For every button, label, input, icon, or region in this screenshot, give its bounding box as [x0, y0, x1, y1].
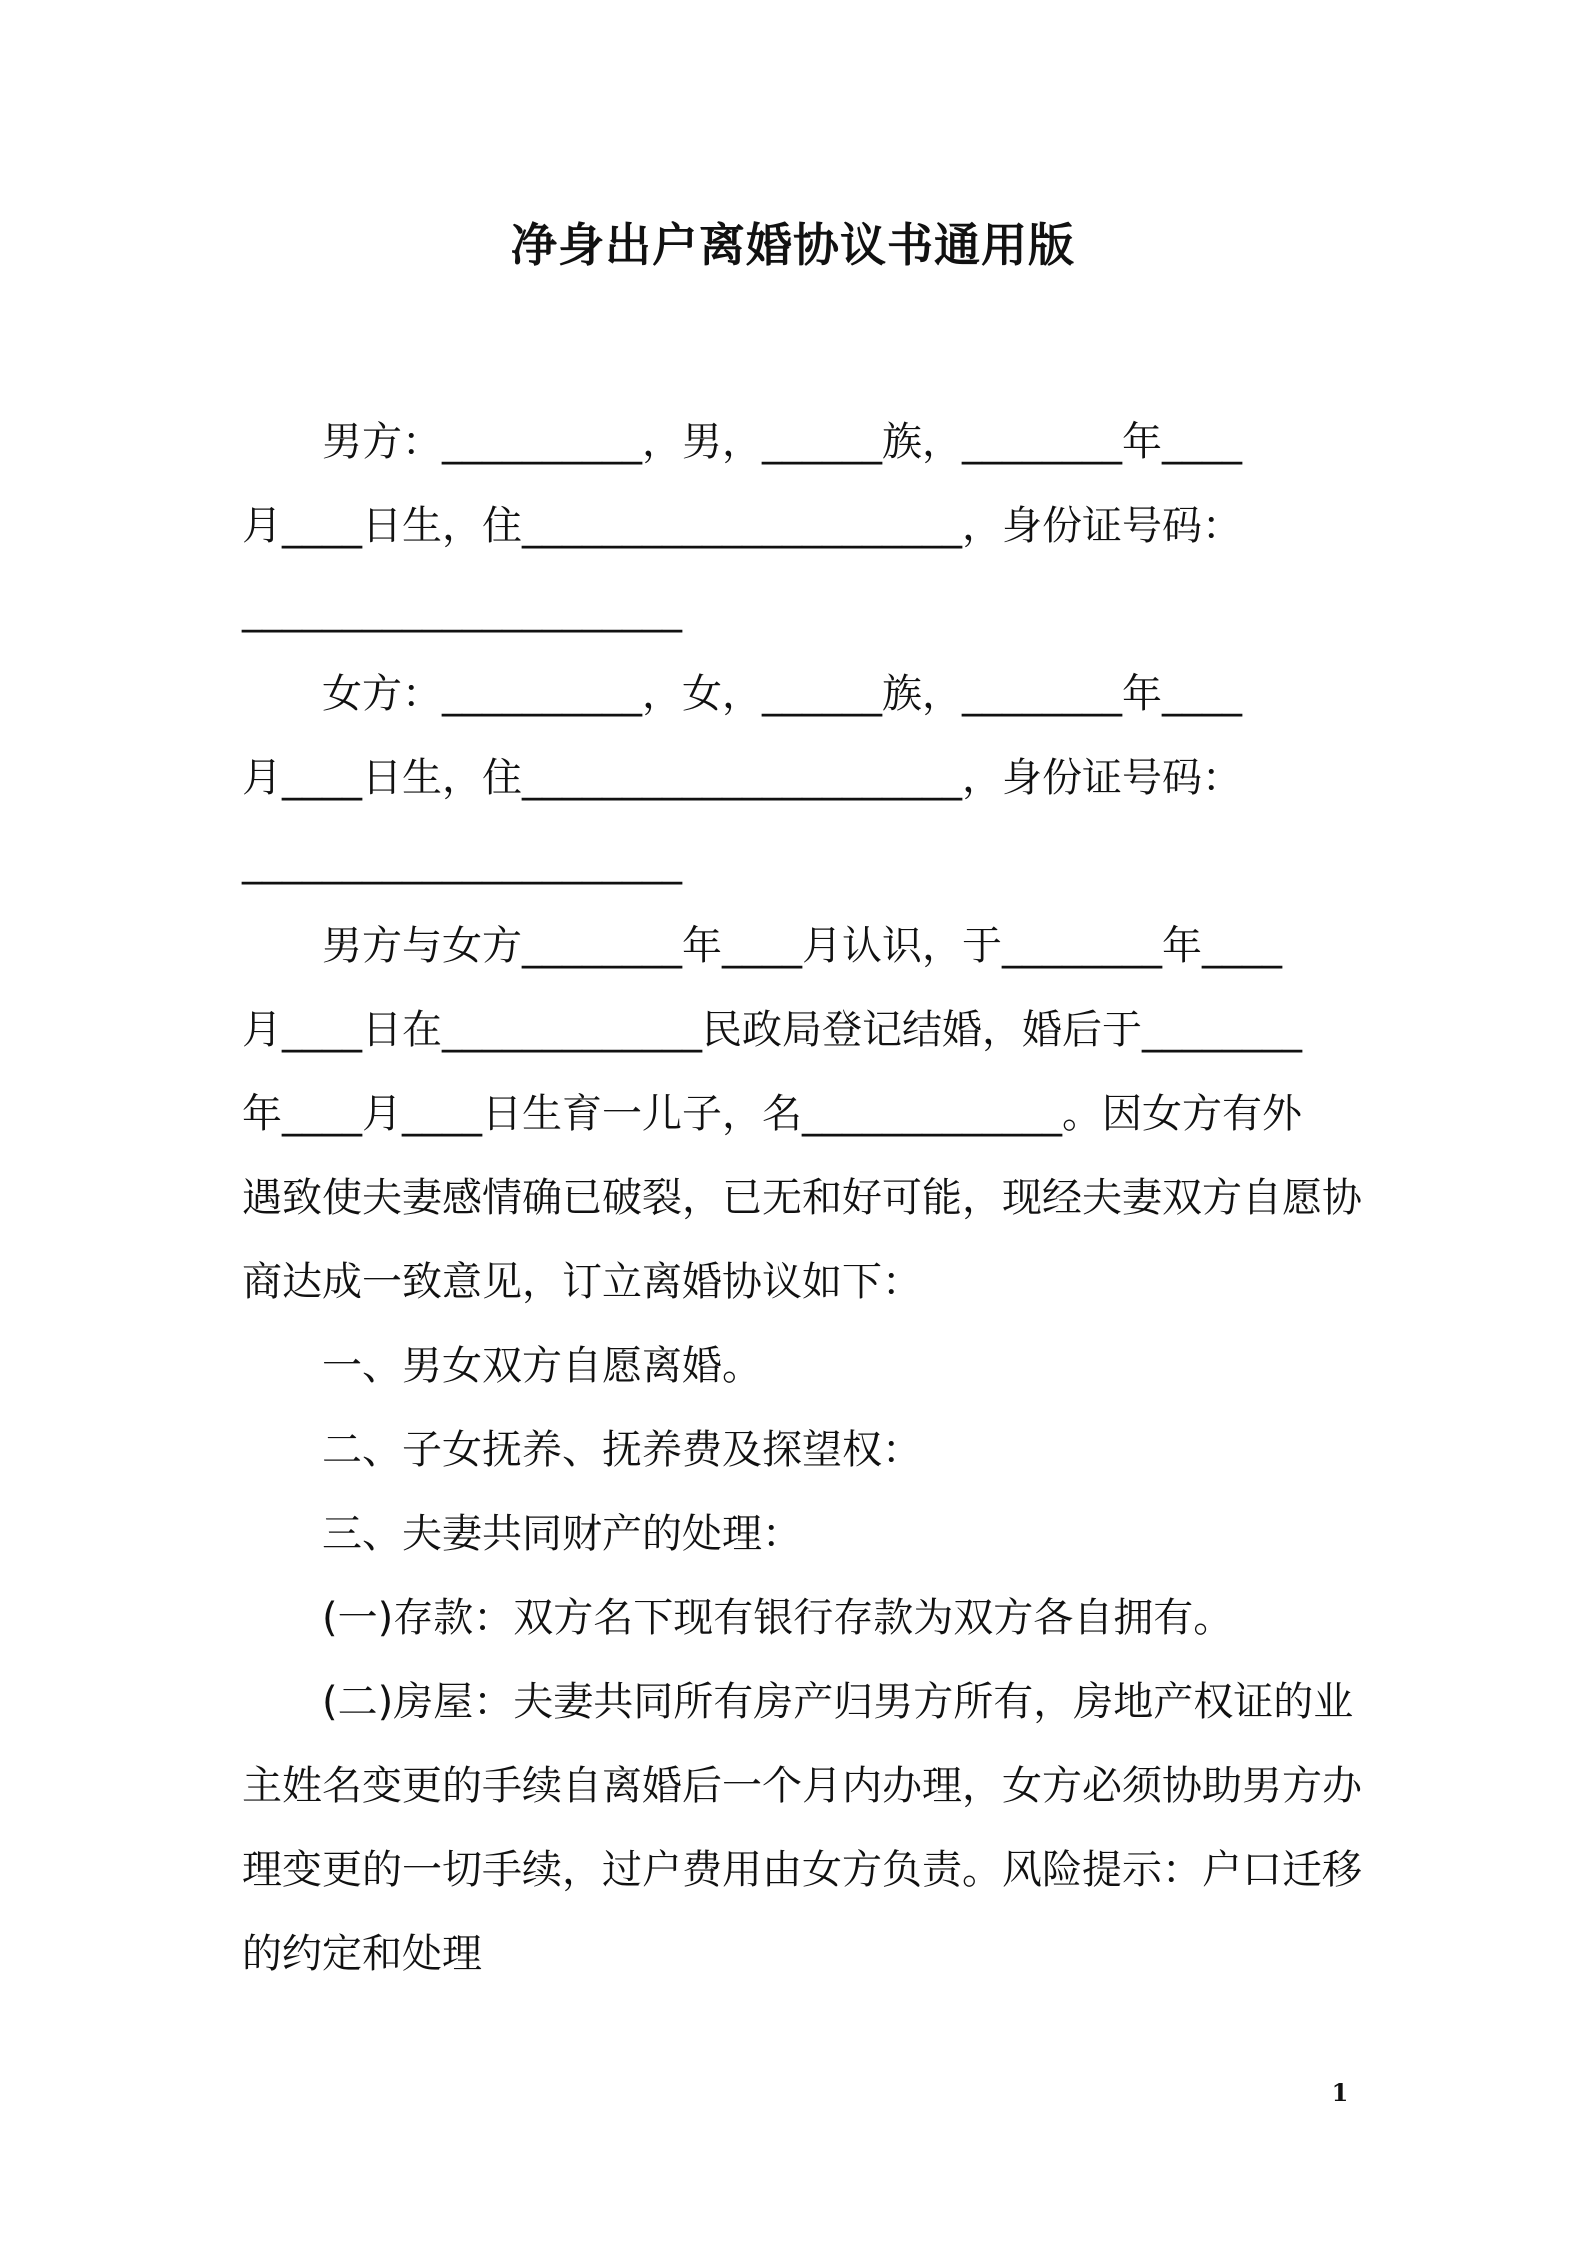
house-clause-line-3: 理变更的一切手续，过户费用由女方负责。风险提示：户口迁移 [242, 1847, 1362, 1893]
male-party-line-2: 月____日生，住______________________，身份证号码： [242, 503, 1242, 549]
male-party-id-blank: ______________________ [242, 587, 682, 633]
house-clause-line-2: 主姓名变更的手续自离婚后一个月内办理，女方必须协助男方办 [242, 1763, 1362, 1809]
house-clause-line-1: (二)房屋：夫妻共同所有房产归男方所有，房地产权证的业 [322, 1679, 1354, 1725]
male-party-line-1: 男方：__________，男，______族，________年____ [322, 419, 1242, 465]
marriage-history-line-1: 男方与女方________年____月认识，于________年____ [322, 923, 1282, 969]
marriage-history-line-3: 年____月____日生育一儿子，名_____________。因女方有外 [242, 1091, 1302, 1137]
female-party-line-2: 月____日生，住______________________，身份证号码： [242, 755, 1242, 801]
deposit-clause: (一)存款：双方名下现有银行存款为双方各自拥有。 [322, 1595, 1234, 1641]
female-party-line-1: 女方：__________，女，______族，________年____ [322, 671, 1242, 717]
female-party-id-blank: ______________________ [242, 839, 682, 885]
page-number: 1 [1331, 2078, 1349, 2107]
document-title: 净身出户离婚协议书通用版 [511, 218, 1075, 272]
clause-two: 二、子女抚养、抚养费及探望权： [322, 1427, 922, 1473]
marriage-history-line-2: 月____日在_____________民政局登记结婚，婚后于________ [242, 1007, 1302, 1053]
marriage-history-line-4: 遇致使夫妻感情确已破裂，已无和好可能，现经夫妻双方自愿协 [242, 1175, 1362, 1221]
marriage-history-line-5: 商达成一致意见，订立离婚协议如下： [242, 1259, 922, 1305]
document-body [242, 400, 1362, 1996]
clause-one: 一、男女双方自愿离婚。 [322, 1343, 762, 1389]
clause-three: 三、夫妻共同财产的处理： [322, 1511, 802, 1557]
house-clause-line-4: 的约定和处理 [242, 1931, 482, 1977]
